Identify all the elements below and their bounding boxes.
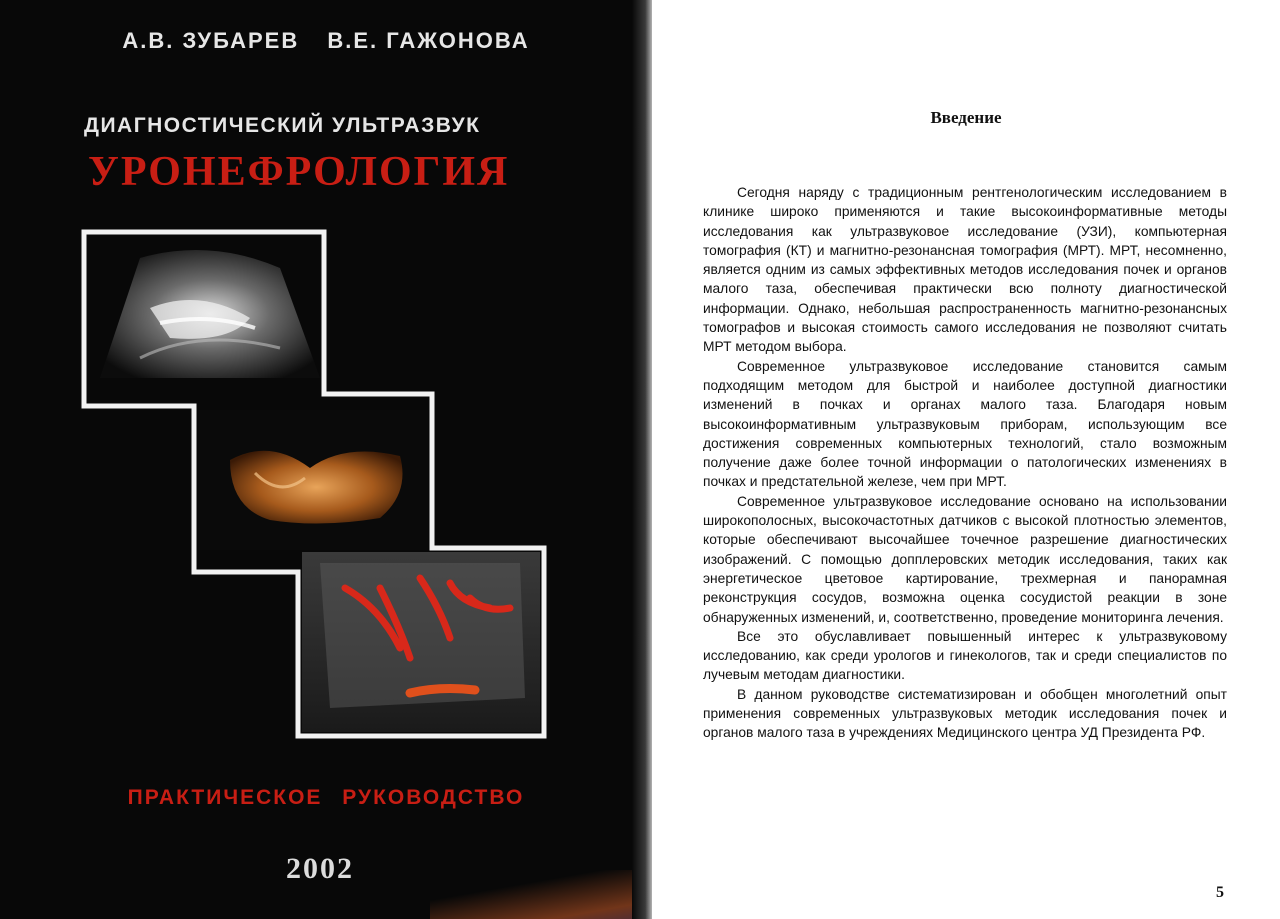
ultrasound-kidney-image [100,250,320,378]
cover-practical-guide: ПРАКТИЧЕСКОЕ РУКОВОДСТВО [127,786,525,809]
doppler-vessels-image [302,552,540,732]
cover-authors [0,28,652,54]
paragraph: Современное ультразвуковое исследование становится самым подходящим методом для быстрой и наиболее доступной диагностики изменений в почках и органах малого таза. Благодаря новым высокоинформативным ультразвуковым приборам, использующим все достижения современных компьютерных технологий, стало возможным получение даже более точной информации о патологических изменениях в почках и предстательной железе, чем при МРТ. [703,358,1227,490]
book-spine [632,0,652,919]
text-page [652,0,1280,919]
cover-title: УРОНЕФРОЛОГИЯ [88,149,510,195]
paragraph: Современное ультразвуковое исследование основано на использовании широкополосных, высокочастотных датчиков с высокой плотностью элементов, которые обеспечивают высочайшее точечное разрешение диагностических изображений. С помощью допплеровских методик исследования, таких как энергетическое цветовое картирование, трехмерная и панорамная реконструкция сосудов, возможна оценка сосудистой реакции в зоне обнаруженных изменений, и, соответственно, проведение мониторинга лечения. [703,493,1227,625]
paragraph: В данном руководстве систематизирован и обобщен многолетний опыт применения современных ультразвуковых методик исследования почек и органов малого таза в учреждениях Медицинского центра УД Президента РФ. [703,686,1227,741]
page-number: 5 [1216,884,1224,901]
page-title: Введение [930,108,1002,127]
paragraph: Все это обуславливает повышенный интерес к ультразвуковому исследованию, как среди урологов и гинекологов, так и среди специалистов по лучевым методам диагностики. [703,628,1227,683]
3d-ultrasound-render [198,410,428,550]
body-text [703,183,1227,743]
cover-year: 2002 [286,852,354,885]
cover-corner-glow [430,870,652,919]
cover-collage [80,228,550,740]
cover-subtitle: ДИАГНОСТИЧЕСКИЙ УЛЬТРАЗВУК [84,114,481,137]
author-2: В.Е. ГАЖОНОВА [327,28,530,53]
author-1: А.В. ЗУБАРЕВ [122,28,300,53]
paragraph: Сегодня наряду с традиционным рентгенологическим исследованием в клинике широко применяются и такие высокоинформативные методы исследования как ультразвуковое исследование (УЗИ), компьютерная томография (КТ) и магнитно-резонансная томография (МРТ). МРТ, несомненно, является одним из самых эффективных методов исследования почек и органов малого таза, обеспечивая практически всю полноту диагностической информации. Однако, небольшая распространенность магнитно-резонансных томографов и высокая стоимость самого исследования не позволяют считать МРТ методом выбора. [703,185,1227,355]
